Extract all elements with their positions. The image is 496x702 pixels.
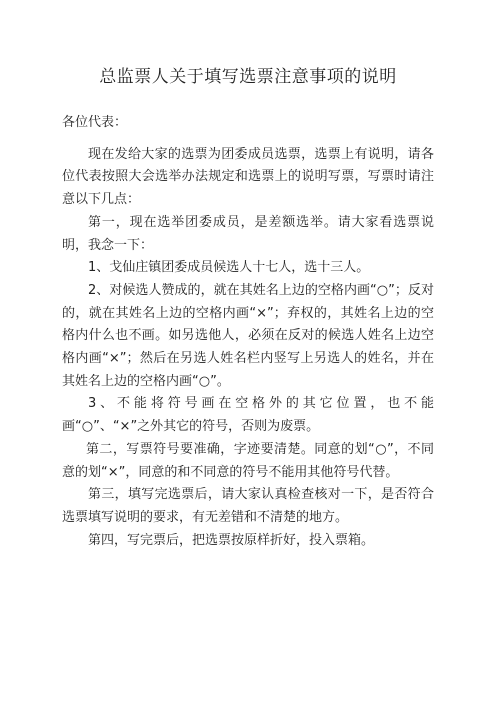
paragraph-point-two: 第二，写票符号要准确，字迹要清楚。同意的划“○”，不同意的划“×”，同意的和不同意的符号不能用其他符号代替。 <box>62 441 434 480</box>
paragraph-item-2: 2、对候选人赞成的，就在其姓名上边的空格内画“○”；反对的，就在其姓名上边的空格内画“×”；弃权的，其姓名上边的空格内什么也不画。如另选他人，必须在反对的候选人姓名上边空格内画“×”；然后在另选人姓名栏内竖写上另选人的姓名，并在其姓名上边的空格内画“○”。 <box>62 282 434 389</box>
document-body <box>62 112 434 552</box>
paragraph-point-three: 第三，填写完选票后，请大家认真检查核对一下，是否符合选票填写说明的要求，有无差错和不清楚的地方。 <box>62 487 434 525</box>
paragraph-point-four: 第四，写完票后，把选票按原样折好，投入票箱。 <box>88 532 375 548</box>
greeting: 各位代表： <box>62 115 128 130</box>
document-title: 总监票人关于填写选票注意事项的说明 <box>99 67 397 87</box>
paragraph-point-one: 第一，现在选举团委成员，是差额选举。请大家看选票说明，我念一下： <box>62 214 434 253</box>
paragraph-item-1: 1、戈仙庄镇团委成员候选人十七人，选十三人。 <box>88 260 370 276</box>
paragraph-intro: 现在发给大家的选票为团委成员选票，选票上有说明，请各位代表按照大会选举办法规定和选票上的说明写票，写票时请注意以下几点： <box>62 146 434 208</box>
paragraph-item-3: 3、不能将符号画在空格外的其它位置，也不能画“○”、“×”之外其它的符号，否则为废票。 <box>62 396 434 435</box>
